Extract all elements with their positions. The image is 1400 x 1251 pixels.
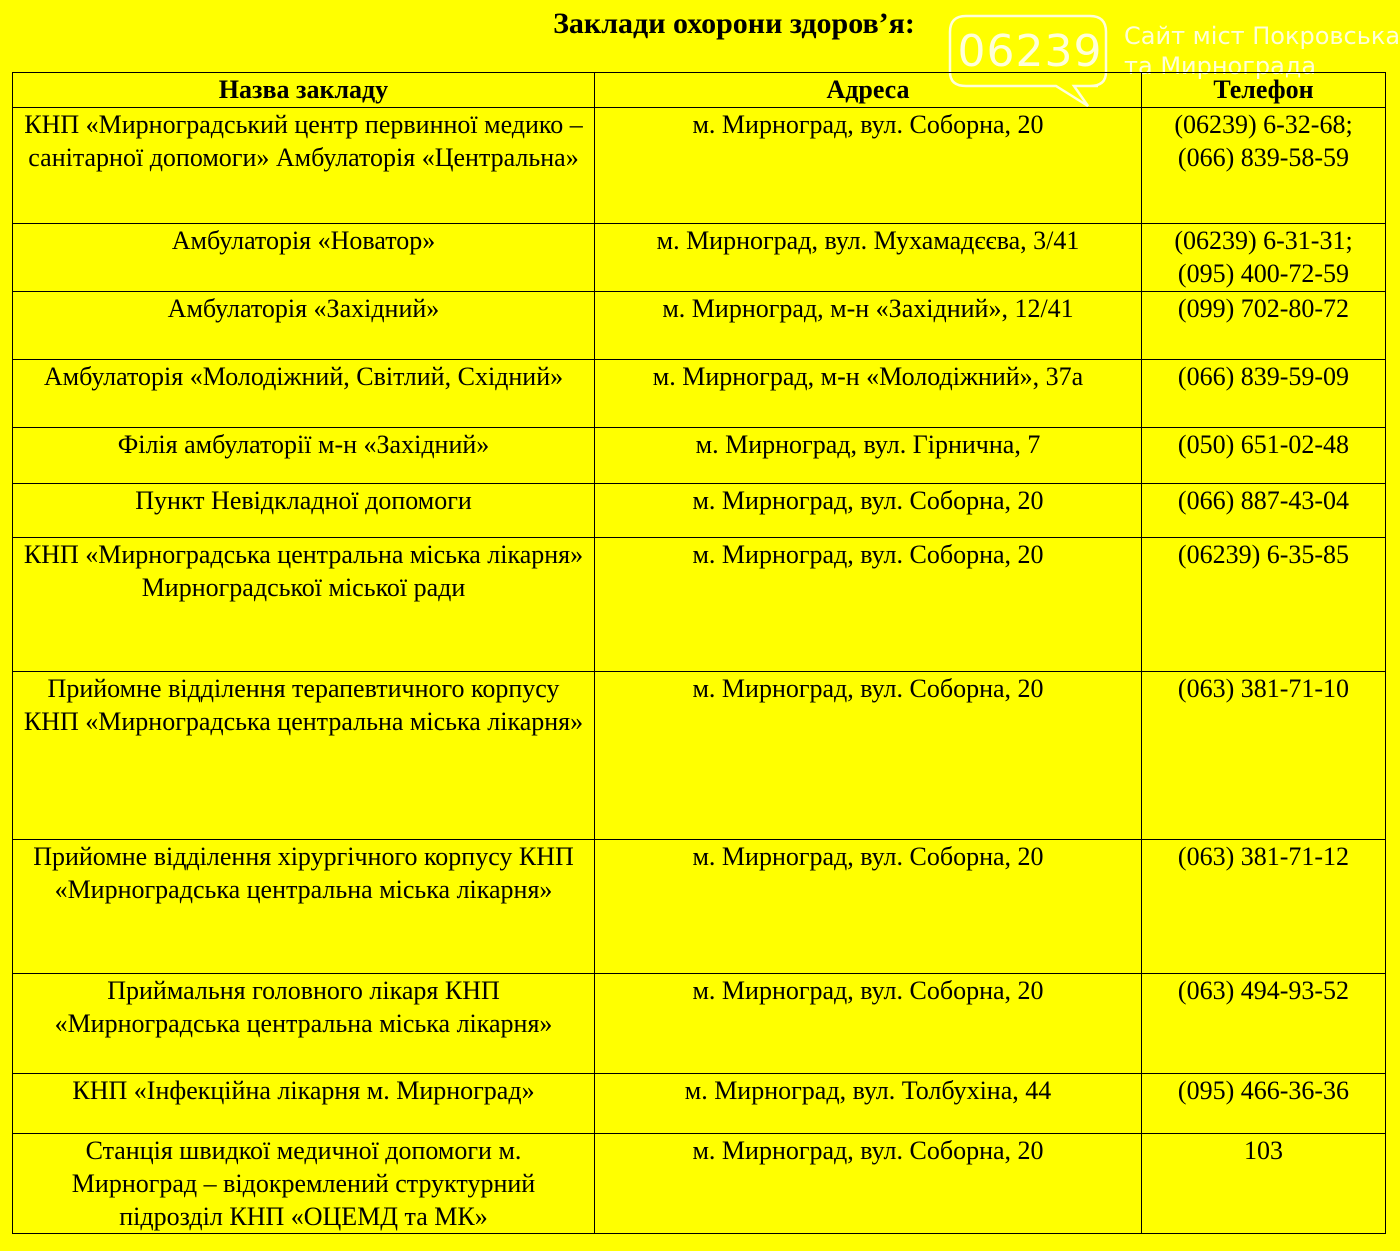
table-row [13, 840, 1386, 974]
facility-name: Прийомне відділення хірургічного корпусу КНП «Мирноградська центральна міська лікарня» [13, 840, 595, 974]
facility-phone [1142, 484, 1386, 538]
facility-address: м. Мирноград, м-н «Молодіжний», 37а [595, 360, 1142, 428]
facility-address: м. Мирноград, вул. Соборна, 20 [595, 108, 1142, 224]
phone-number: (095) 466-36-36 [1177, 1076, 1350, 1105]
phone-number: (066) 839-58-59 [1177, 143, 1350, 172]
facility-phone [1142, 428, 1386, 484]
table-row [13, 108, 1386, 224]
phone-number: (050) 651-02-48 [1177, 430, 1350, 459]
facility-name: Прийомне відділення терапевтичного корпусу КНП «Мирноградська центральна міська лікарня» [13, 672, 595, 840]
phone-number: (063) 494-93-52 [1177, 976, 1350, 1005]
facility-phone [1142, 224, 1386, 292]
phone-number: (063) 381-71-10 [1177, 674, 1350, 703]
facility-name: Амбулаторія «Західний» [13, 292, 595, 360]
facility-address: м. Мирноград, вул. Соборна, 20 [595, 974, 1142, 1074]
facility-name: Амбулаторія «Новатор» [13, 224, 595, 292]
table-header-row [13, 73, 1386, 108]
facility-name: КНП «Мирноградська центральна міська лікарня» Мирноградської міської ради [13, 538, 595, 672]
watermark-line-2: та Мирнограда [1124, 52, 1317, 80]
facility-phone [1142, 840, 1386, 974]
facility-phone [1142, 974, 1386, 1074]
header-address: Адреса [595, 73, 1142, 108]
phone-number: (066) 887-43-04 [1177, 486, 1350, 515]
facility-address: м. Мирноград, м-н «Західний», 12/41 [595, 292, 1142, 360]
facility-phone [1142, 292, 1386, 360]
facility-address: м. Мирноград, вул. Соборна, 20 [595, 840, 1142, 974]
table-row [13, 1134, 1386, 1234]
phone-number: (099) 702-80-72 [1177, 294, 1350, 323]
table-row [13, 484, 1386, 538]
header-phone: Телефон [1142, 73, 1386, 108]
facility-name: Амбулаторія «Молодіжний, Світлий, Східний» [13, 360, 595, 428]
table-row [13, 224, 1386, 292]
facility-phone [1142, 1134, 1386, 1234]
facility-address: м. Мирноград, вул. Гірнична, 7 [595, 428, 1142, 484]
facility-name: Приймальня головного лікаря КНП «Мирноградська центральна міська лікарня» [13, 974, 595, 1074]
healthcare-table [12, 72, 1386, 1234]
facility-name: Пункт Невідкладної допомоги [13, 484, 595, 538]
facility-name: КНП «Інфекційна лікарня м. Мирноград» [13, 1074, 595, 1134]
table-row [13, 1074, 1386, 1134]
phone-number: (06239) 6-31-31; [1174, 226, 1353, 255]
facility-address: м. Мирноград, вул. Соборна, 20 [595, 484, 1142, 538]
facility-phone [1142, 538, 1386, 672]
facility-phone [1142, 672, 1386, 840]
table-row [13, 428, 1386, 484]
facility-name: Філія амбулаторії м-н «Західний» [13, 428, 595, 484]
phone-number: (063) 381-71-12 [1177, 842, 1350, 871]
facility-phone [1142, 108, 1386, 224]
facility-name: Станція швидкої медичної допомоги м. Мирноград – відокремлений структурний підрозділ КНП «ОЦЕМД та МК» [13, 1134, 595, 1234]
phone-number: (066) 839-59-09 [1177, 362, 1350, 391]
table-row [13, 292, 1386, 360]
facility-phone [1142, 360, 1386, 428]
facility-name: КНП «Мирноградський центр первинної медико – санітарної допомоги» Амбулаторія «Центральна» [13, 108, 595, 224]
header-name: Назва закладу [13, 73, 595, 108]
facility-address: м. Мирноград, вул. Толбухіна, 44 [595, 1074, 1142, 1134]
facility-address: м. Мирноград, вул. Мухамадєєва, 3/41 [595, 224, 1142, 292]
table-row [13, 672, 1386, 840]
facility-address: м. Мирноград, вул. Соборна, 20 [595, 538, 1142, 672]
watermark-code: 06239 [957, 26, 1103, 77]
phone-number: (06239) 6-32-68; [1174, 110, 1353, 139]
facility-address: м. Мирноград, вул. Соборна, 20 [595, 1134, 1142, 1234]
phone-number: (06239) 6-35-85 [1177, 540, 1350, 569]
facility-address: м. Мирноград, вул. Соборна, 20 [595, 672, 1142, 840]
phone-number: (095) 400-72-59 [1177, 259, 1350, 288]
facility-phone [1142, 1074, 1386, 1134]
table-row [13, 538, 1386, 672]
table-row [13, 360, 1386, 428]
page-title: Заклади охорони здоров’я: [553, 7, 915, 40]
watermark-line-1: Сайт міст Покровська [1124, 22, 1400, 50]
table-row [13, 974, 1386, 1074]
phone-number: 103 [1244, 1136, 1283, 1165]
